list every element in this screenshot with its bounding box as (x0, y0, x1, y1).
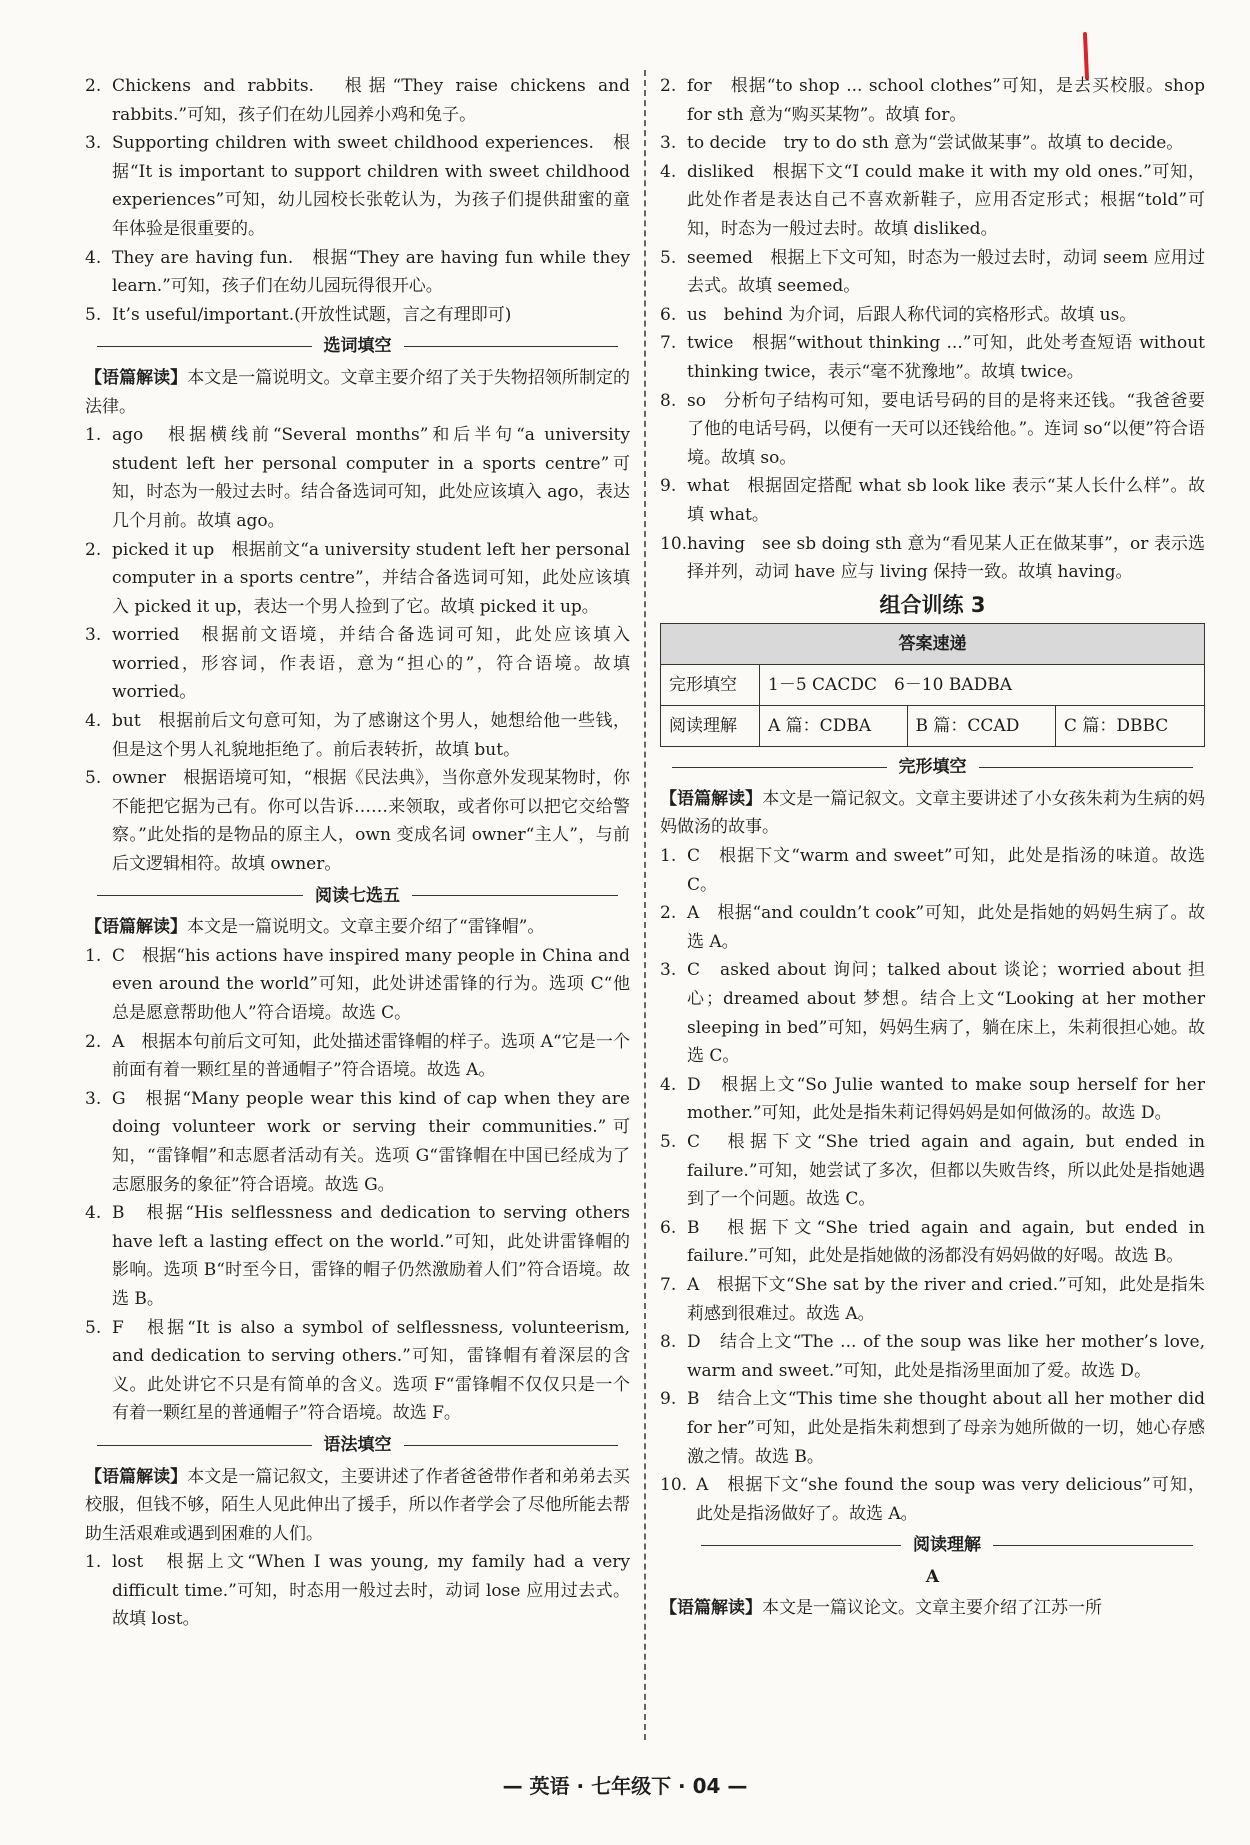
training-title: 组合训练 3 (879, 592, 986, 617)
table-row (661, 706, 1205, 747)
list-item: 1. lost 根据上文“When I was young, my family had a very difficult time.”可知，时态用一般过去时，动词 lose 应用过去式。故填 lost。 (85, 1552, 630, 1630)
list-item: 4. B 根据“His selflessness and dedication to serving others have left a lasting effect on the world.”可知，此处讲雷锋帽的影响。选项 B“时至今日，雷锋的帽子仍然激励着人们”符合语境。故选 B。 (85, 1203, 630, 1309)
list-item: 10. having see sb doing sth 意为“看见某人正在做某事”，or 表示选择并列，动词 have 应与 living 保持一致。故填 having。 (660, 533, 1205, 583)
list-item: 9. what 根据固定搭配 what sb look like 表示“某人长什么样”。故填 what。 (660, 476, 1205, 525)
list-item: 3. C asked about 询问；talked about 谈论；worried about 担心；dreamed about 梦想。结合上文“Looking at her mother sleeping in bed”可知，妈妈生病了，躺在床上，朱莉很担心她。故选 C。 (660, 960, 1205, 1067)
list-item: 3. to decide try to do sth 意为“尝试做某事”。故填 to decide。 (660, 133, 1184, 154)
passage-analysis: 【语篇解读】本文是一篇说明文。文章主要介绍了“雷锋帽”。 (85, 917, 545, 938)
list-item: 9. B 结合上文“This time she thought about all her mother did for her”可知，此处是指朱莉想到了母亲为她所做的一切，她心存感激之情。故选 B。 (660, 1389, 1205, 1467)
column-divider (644, 70, 646, 1740)
section-title-cloze: 完形填空 (660, 753, 1205, 782)
table-header: 答案速递 (661, 624, 1205, 665)
list-item: 4. disliked 根据下文“I could make it with my old ones.”可知，此处作者是表达自己不喜欢新鞋子，应用否定形式；根据“told”可知，时态为一般过去时。故填 disliked。 (660, 161, 1205, 239)
table-cell: A 篇：CDBA (760, 706, 908, 747)
list-item: 5. C 根据下文“She tried again and again, but ended in failure.”可知，她尝试了多次，但都以失败告终，所以此处是指她遇到了一个问题。故选 C。 (660, 1132, 1205, 1210)
list-item: 6. B 根据下文“She tried again and again, but ended in failure.”可知，此处是指她做的汤都没有妈妈做的好喝。故选 B。 (660, 1217, 1205, 1267)
list-item: 2. Chickens and rabbits. 根据“They raise chickens and rabbits.”可知，孩子们在幼儿园养小鸡和兔子。 (85, 76, 630, 125)
answer-table (660, 623, 1205, 747)
list-item: 3. Supporting children with sweet childhood experiences. 根据“It is important to support children with sweet childhood experiences”可知，幼儿园校长张乾认为，为孩子们提供甜蜜的童年体验是很重要的。 (85, 133, 630, 239)
list-item: 4. They are having fun. 根据“They are having fun while they learn.”可知，孩子们在幼儿园玩得很开心。 (85, 247, 630, 297)
list-item: 5. seemed 根据上下文可知，时态为一般过去时，动词 seem 应用过去式。故填 seemed。 (660, 247, 1205, 297)
section-title-reading: 阅读理解 (660, 1531, 1205, 1560)
list-item: 2. for 根据“to shop ... school clothes”可知，是去买校服。shop for sth 意为“购买某物”。故填 for。 (660, 76, 1205, 125)
list-item: 1. C 根据下文“warm and sweet”可知，此处是指汤的味道。故选 C。 (660, 846, 1205, 895)
list-item: 4. D 根据上文“So Julie wanted to make soup herself for her mother.”可知，此处是指朱莉记得妈妈是如何做汤的。故选 D。 (660, 1074, 1205, 1124)
table-row (661, 665, 1205, 706)
list-item: 3. worried 根据前文语境，并结合备选词可知，此处应该填入 worried，形容词，作表语，意为“担心的”，符合语境。故填 worried。 (85, 625, 630, 703)
list-item: 1. ago 根据横线前“Several months”和后半句“a university student left her personal computer in a sports centre”可知，时态为一般过去时。结合备选词可知，此处应该填入 ago，表达几个月前。故填 ago。 (85, 425, 630, 531)
list-item: 6. us behind 为介词，后跟人称代词的宾格形式。故填 us。 (660, 304, 1137, 325)
passage-analysis: 【语篇解读】本文是一篇议论文。文章主要介绍了江苏一所 (660, 1597, 1102, 1618)
table-cell: 1－5 CACDC 6－10 BADBA (760, 665, 1205, 706)
list-item: 5. It’s useful/important.(开放性试题，言之有理即可) (85, 304, 512, 325)
list-item: 1. C 根据“his actions have inspired many people in China and even around the world”可知，此处讲述雷锋的行为。选项 C“他总是愿意帮助他人”符合语境。故选 C。 (85, 945, 630, 1023)
list-item: 2. picked it up 根据前文“a university student left her personal computer in a sports centre”，并结合备选词可知，此处应该填入 picked it up，表达一个男人捡到了它。故填 picked it up。 (85, 539, 630, 617)
table-cell: 完形填空 (661, 665, 760, 706)
list-item: 4. but 根据前后文句意可知，为了感谢这个男人，她想给他一些钱，但是这个男人礼貌地拒绝了。前后表转折，故填 but。 (85, 711, 630, 760)
list-item: 2. A 根据本句前后文可知，此处描述雷锋帽的样子。选项 A“它是一个前面有着一颗红星的普通帽子”符合语境。故选 A。 (85, 1031, 630, 1081)
list-item: 7. twice 根据“without thinking ...”可知，此处考查短语 without thinking twice，表示“毫不犹豫地”。故填 twice。 (660, 333, 1205, 382)
list-item: 2. A 根据“and couldn’t cook”可知，此处是指她的妈妈生病了。故选 A。 (660, 903, 1205, 952)
left-top-answers (85, 72, 630, 329)
passage-analysis: 【语篇解读】本文是一篇记叙文。文章主要讲述了小女孩朱莉为生病的妈妈做汤的故事。 (660, 788, 1206, 838)
passage-letter: A (925, 1566, 940, 1587)
table-cell: B 篇：CCAD (907, 706, 1055, 747)
passage-analysis: 【语篇解读】本文是一篇说明文。文章主要介绍了关于失物招领所制定的法律。 (85, 367, 631, 417)
passage-analysis: 【语篇解读】本文是一篇记叙文，主要讲述了作者爸爸带作者和弟弟去买校服，但钱不够，陌生人见此伸出了援手，所以作者学会了尽他所能去帮助生活艰难或遇到困难的人们。 (85, 1466, 631, 1544)
list-item: 8. D 结合上文“The ... of the soup was like her mother’s love, warm and sweet.”可知，此处是指汤里面加了爱。故选 D。 (660, 1332, 1205, 1381)
list-item: 8. so 分析句子结构可知，要电话号码的目的是将来还钱。“我爸爸要了他的电话号码，以便有一天可以还钱给他。”。连词 so“以便”符合语境。故填 so。 (660, 390, 1205, 468)
table-cell: C 篇：DBBC (1055, 706, 1204, 747)
list-item: 5. F 根据“It is also a symbol of selflessness, volunteerism, and dedication to serving others.”可知，雷锋帽有着深层的含义。此处讲它不只是有简单的含义。选项 F“雷锋帽不仅仅只是一个有着一颗红星的普通帽子”符合语境。故选 F。 (85, 1317, 630, 1424)
section-title-seven-choose-five: 阅读七选五 (85, 882, 630, 911)
page-footer: — 英语 · 七年级下 · 04 — (502, 1774, 748, 1798)
list-item: 7. A 根据下文“She sat by the river and cried.”可知，此处是指朱莉感到很难过。故选 A。 (660, 1274, 1205, 1324)
list-item: 10. A 根据下文“she found the soup was very delicious”可知，此处是指汤做好了。故选 A。 (660, 1475, 1205, 1524)
list-item: 3. G 根据“Many people wear this kind of cap when they are doing volunteer work or serving their communities.”可知，“雷锋帽”和志愿者活动有关。选项 G“雷锋帽在中国已经成为了志愿服务的象征”符合语境。故选 G。 (85, 1088, 630, 1195)
section-title-grammar-fill: 语法填空 (85, 1431, 630, 1460)
left-column (85, 72, 630, 1634)
right-column (660, 72, 1205, 1622)
list-item: 5. owner 根据语境可知，“根据《民法典》，当你意外发现某物时，你不能把它据为己有。你可以告诉……来领取，或者你可以把它交给警察。”此处指的是物品的原主人，own 变成名词 owner“主人”，与前后文逻辑相符。故填 owner。 (85, 768, 630, 875)
table-cell: 阅读理解 (661, 706, 760, 747)
table-row (661, 624, 1205, 665)
section-title-word-fill: 选词填空 (85, 332, 630, 361)
